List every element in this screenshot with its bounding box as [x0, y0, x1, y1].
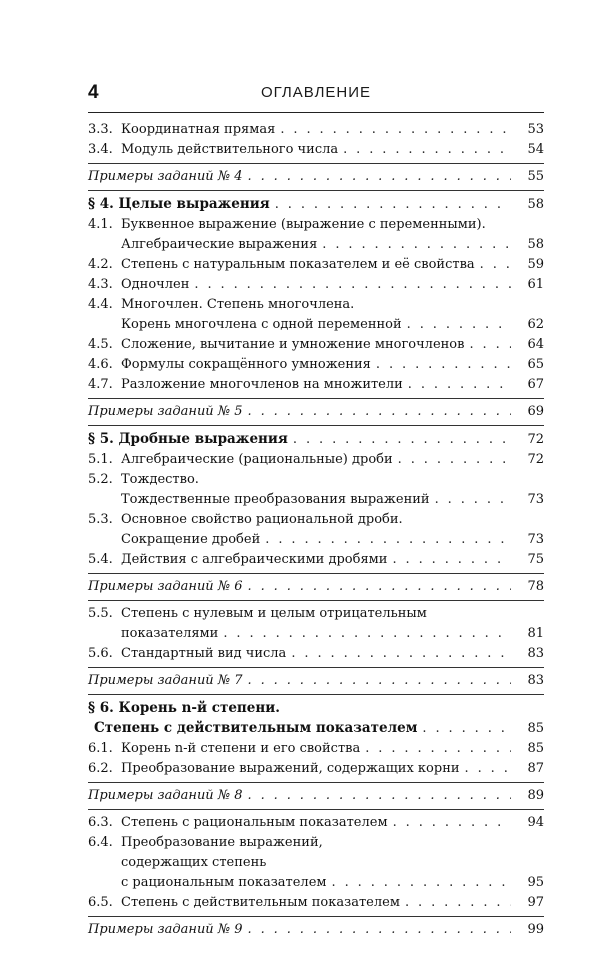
leader-dots	[248, 920, 511, 940]
toc-entry-6-2[interactable]	[88, 759, 544, 779]
entry-page: 64	[527, 337, 544, 352]
leader-dots	[248, 402, 511, 422]
separator-rule	[88, 425, 544, 426]
toc-examples-4[interactable]	[88, 167, 544, 187]
entry-page: 78	[527, 579, 544, 594]
leader-dots	[343, 140, 511, 160]
entry-number: 5.1.	[88, 452, 113, 467]
entry-number: 4.3.	[88, 277, 113, 292]
entry-page: 94	[527, 815, 544, 830]
leader-dots	[265, 530, 511, 550]
entry-title-line2: Алгебраические выражения	[121, 237, 318, 252]
entry-page: 58	[527, 237, 544, 252]
entry-title-line2: показателями	[121, 626, 219, 641]
leader-dots	[407, 315, 511, 335]
leader-dots	[393, 813, 511, 833]
toc-entry-6-5[interactable]	[88, 893, 544, 913]
separator-rule	[88, 916, 544, 917]
page-number: 4	[88, 82, 99, 103]
entry-page: 87	[527, 761, 544, 776]
toc-section-6[interactable]	[88, 698, 544, 739]
leader-dots	[223, 624, 511, 644]
page-header	[88, 82, 544, 108]
separator-rule	[88, 600, 544, 601]
entry-number: 4.1.	[88, 217, 113, 232]
section-title: § 4. Целые выражения	[88, 196, 270, 212]
entry-number: 4.5.	[88, 337, 113, 352]
entry-page: 97	[527, 895, 544, 910]
table-of-contents	[88, 120, 544, 940]
leader-dots	[422, 719, 511, 739]
entry-page: 75	[527, 552, 544, 567]
leader-dots	[280, 120, 511, 140]
toc-entry-6-4[interactable]	[88, 833, 544, 893]
leader-dots	[248, 167, 511, 187]
toc-entry-4-6[interactable]	[88, 355, 544, 375]
entry-title-line1: Степень с нулевым и целым отрицательным	[121, 606, 427, 621]
entry-page: 99	[527, 922, 544, 937]
toc-section-4[interactable]	[88, 194, 544, 215]
toc-entry-5-4[interactable]	[88, 550, 544, 570]
entry-page: 54	[527, 142, 544, 157]
entry-page: 72	[527, 432, 544, 447]
entry-page: 67	[527, 377, 544, 392]
separator-rule	[88, 398, 544, 399]
entry-number: 6.3.	[88, 815, 113, 830]
entry-number: 6.2.	[88, 761, 113, 776]
toc-entry-5-1[interactable]	[88, 450, 544, 470]
toc-entry-4-4[interactable]	[88, 295, 544, 335]
entry-page: 69	[527, 404, 544, 419]
entry-page: 61	[527, 277, 544, 292]
entry-title-line1: Многочлен. Степень многочлена.	[121, 297, 355, 312]
toc-entry-4-5[interactable]	[88, 335, 544, 355]
leader-dots	[408, 375, 511, 395]
entry-title: Примеры заданий № 4	[88, 169, 243, 184]
toc-section-5[interactable]	[88, 429, 544, 450]
toc-entry-5-6[interactable]	[88, 644, 544, 664]
entry-page: 62	[527, 317, 544, 332]
leader-dots	[365, 739, 511, 759]
entry-title: Корень n-й степени и его свойства	[121, 741, 361, 756]
entry-title: Примеры заданий № 7	[88, 673, 243, 688]
toc-entry-6-1[interactable]	[88, 739, 544, 759]
entry-title-line2: Тождественные преобразования выражений	[121, 492, 430, 507]
entry-page: 73	[527, 532, 544, 547]
separator-rule	[88, 190, 544, 191]
entry-title: Примеры заданий № 5	[88, 404, 243, 419]
section-title-line2: Степень с действительным показателем	[94, 720, 418, 736]
leader-dots	[194, 275, 511, 295]
entry-title: Примеры заданий № 6	[88, 579, 243, 594]
leader-dots	[376, 355, 511, 375]
leader-dots	[275, 195, 511, 215]
leader-dots	[248, 577, 511, 597]
toc-examples-6[interactable]	[88, 577, 544, 597]
leader-dots	[398, 450, 511, 470]
toc-entry-4-2[interactable]	[88, 255, 544, 275]
entry-page: 73	[527, 492, 544, 507]
entry-page: 85	[527, 741, 544, 756]
separator-rule	[88, 573, 544, 574]
leader-dots	[248, 786, 511, 806]
entry-number: 6.1.	[88, 741, 113, 756]
entry-title: Степень с натуральным показателем и её свойства	[121, 257, 475, 272]
entry-title: Примеры заданий № 9	[88, 922, 243, 937]
toc-entry-3-3[interactable]	[88, 120, 544, 140]
entry-number: 3.3.	[88, 122, 113, 137]
entry-page: 89	[527, 788, 544, 803]
entry-number: 5.6.	[88, 646, 113, 661]
toc-entry-4-1[interactable]	[88, 215, 544, 255]
entry-page: 81	[527, 626, 544, 641]
separator-rule	[88, 694, 544, 695]
header-rule	[88, 112, 544, 113]
entry-number: 5.3.	[88, 512, 113, 527]
entry-page: 85	[527, 721, 544, 736]
leader-dots	[480, 255, 511, 275]
entry-page: 72	[527, 452, 544, 467]
entry-title: Преобразование выражений, содержащих корни	[121, 761, 460, 776]
entry-title: Действия с алгебраическими дробями	[121, 552, 388, 567]
entry-number: 4.6.	[88, 357, 113, 372]
toc-examples-7[interactable]	[88, 671, 544, 691]
entry-number: 4.2.	[88, 257, 113, 272]
entry-title-line2: Сокращение дробей	[121, 532, 261, 547]
entry-title: Одночлен	[121, 277, 190, 292]
entry-title: Примеры заданий № 8	[88, 788, 243, 803]
toc-entry-5-2[interactable]	[88, 470, 544, 510]
entry-page: 65	[527, 357, 544, 372]
entry-title: Разложение многочленов на множители	[121, 377, 403, 392]
leader-dots	[293, 430, 511, 450]
toc-entry-5-5[interactable]	[88, 604, 544, 644]
separator-rule	[88, 667, 544, 668]
entry-page: 58	[527, 197, 544, 212]
entry-title: Модуль действительного числа	[121, 142, 339, 157]
entry-title-line1: Основное свойство рациональной дроби.	[121, 512, 403, 527]
entry-title: Степень с действительным показателем	[121, 895, 400, 910]
toc-examples-9[interactable]	[88, 920, 544, 940]
leader-dots	[332, 873, 512, 893]
leader-dots	[322, 235, 511, 255]
toc-entry-4-7[interactable]	[88, 375, 544, 395]
toc-entry-5-3[interactable]	[88, 510, 544, 550]
entry-title: Стандартный вид числа	[121, 646, 287, 661]
separator-rule	[88, 782, 544, 783]
entry-page: 55	[527, 169, 544, 184]
entry-page: 83	[527, 646, 544, 661]
entry-number: 5.5.	[88, 606, 113, 621]
toc-examples-5[interactable]	[88, 402, 544, 422]
entry-title-line2: Корень многочлена с одной переменной	[121, 317, 402, 332]
entry-number: 4.4.	[88, 297, 113, 312]
entry-title-line1: Буквенное выражение (выражение с переменными).	[121, 217, 486, 232]
entry-title: Сложение, вычитание и умножение многочленов	[121, 337, 465, 352]
entry-page: 53	[527, 122, 544, 137]
entry-page: 83	[527, 673, 544, 688]
entry-title-line1: Преобразование выражений,	[121, 835, 323, 850]
entry-title-line3: с рациональным показателем	[121, 875, 327, 890]
entry-title-line2: содержащих степень	[121, 855, 267, 870]
leader-dots	[405, 893, 511, 913]
toc-entry-3-4[interactable]	[88, 140, 544, 160]
separator-rule	[88, 163, 544, 164]
toc-examples-8[interactable]	[88, 786, 544, 806]
entry-number: 5.2.	[88, 472, 113, 487]
entry-page: 59	[527, 257, 544, 272]
entry-title: Степень с рациональным показателем	[121, 815, 388, 830]
entry-title-line1: Тождество.	[121, 472, 199, 487]
entry-number: 4.7.	[88, 377, 113, 392]
toc-entry-4-3[interactable]	[88, 275, 544, 295]
entry-title: Алгебраические (рациональные) дроби	[121, 452, 393, 467]
entry-number: 5.4.	[88, 552, 113, 567]
entry-number: 3.4.	[88, 142, 113, 157]
leader-dots	[469, 335, 511, 355]
entry-page: 95	[527, 875, 544, 890]
section-title: § 5. Дробные выражения	[88, 431, 288, 447]
separator-rule	[88, 809, 544, 810]
leader-dots	[465, 759, 511, 779]
running-title: ОГЛАВЛЕНИЕ	[260, 84, 372, 101]
entry-title: Формулы сокращённого умножения	[121, 357, 371, 372]
leader-dots	[435, 490, 511, 510]
entry-number: 6.4.	[88, 835, 113, 850]
entry-number: 6.5.	[88, 895, 113, 910]
leader-dots	[291, 644, 511, 664]
section-title-line1: § 6. Корень n-й степени.	[88, 700, 280, 716]
toc-entry-6-3[interactable]	[88, 813, 544, 833]
entry-title: Координатная прямая	[121, 122, 276, 137]
leader-dots	[248, 671, 511, 691]
leader-dots	[392, 550, 511, 570]
